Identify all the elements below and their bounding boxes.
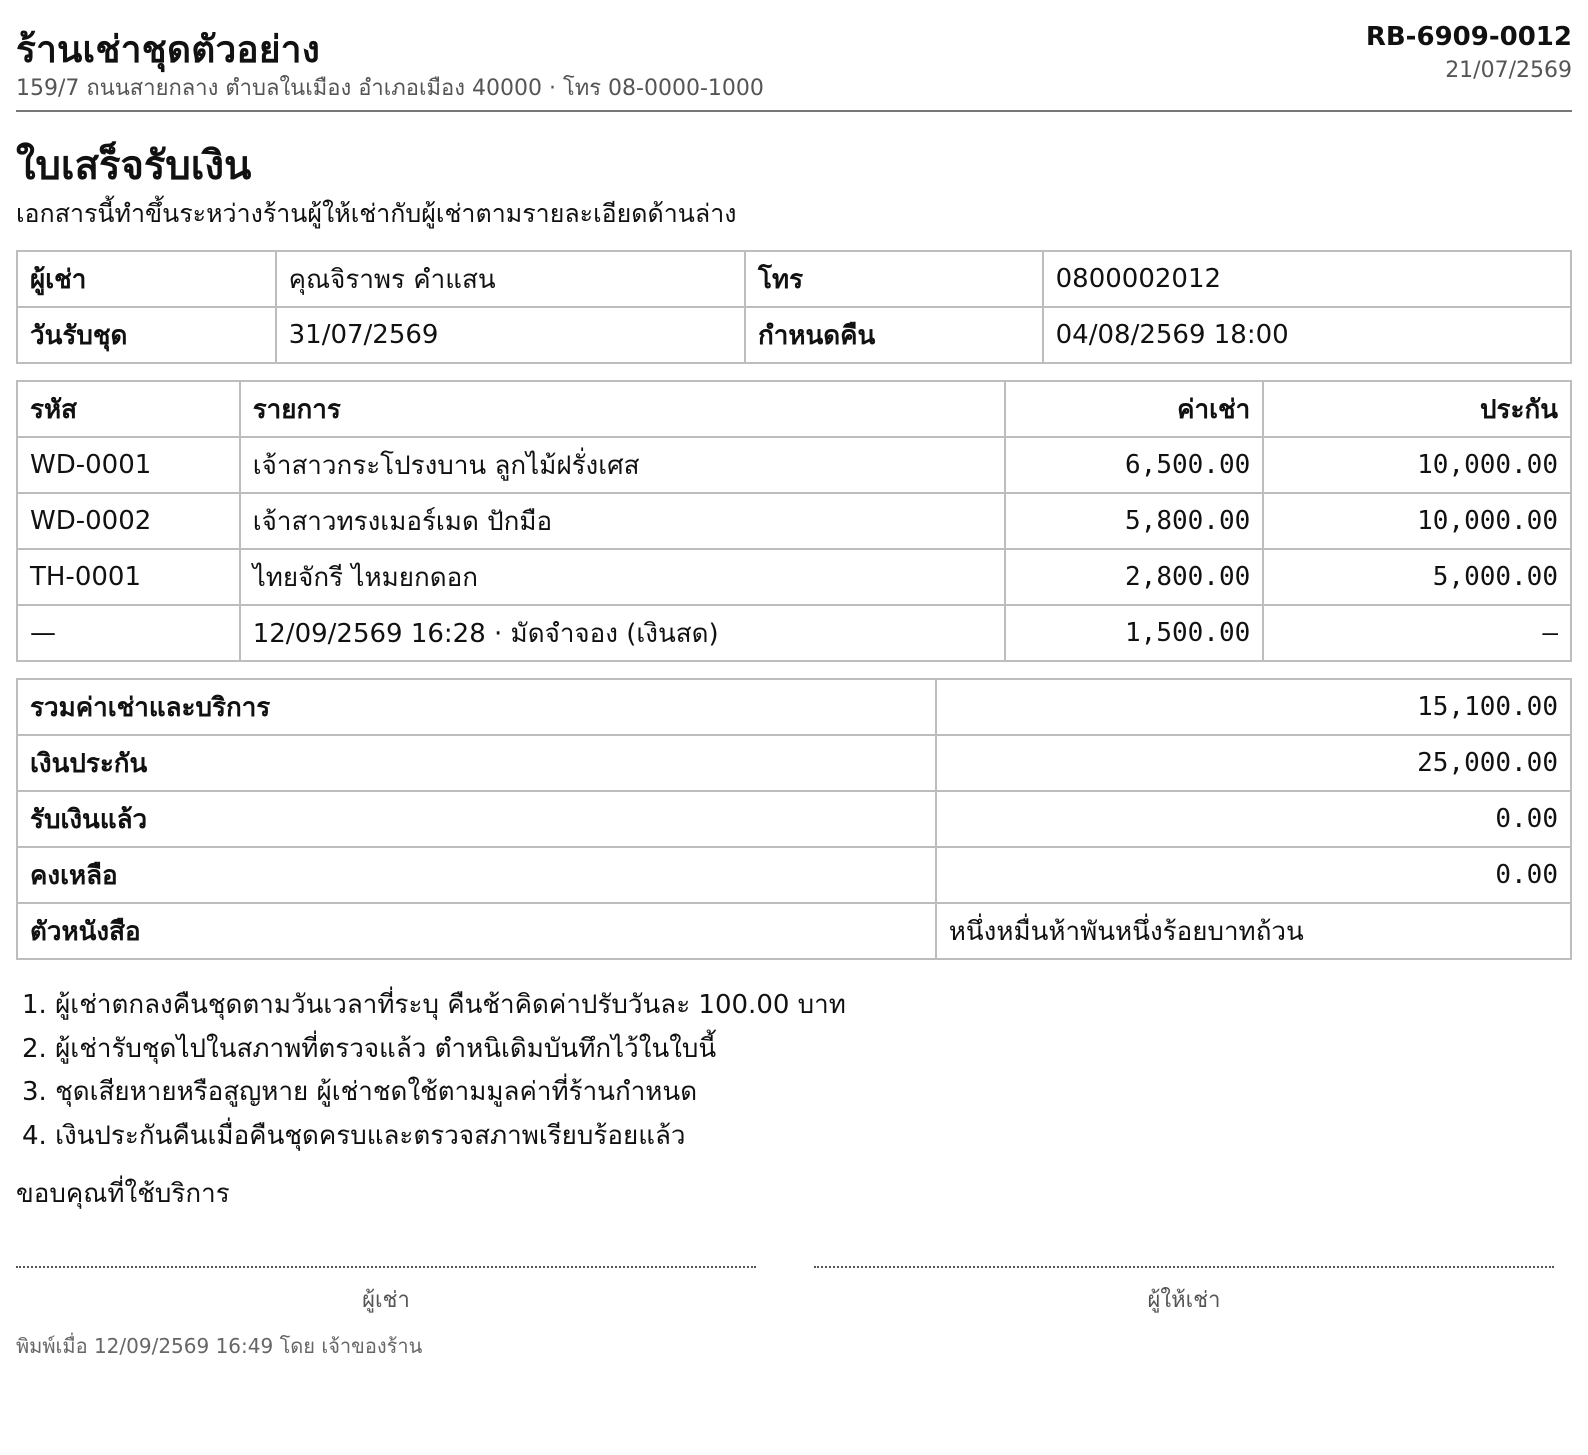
return-date: 04/08/2569 18:00 (1043, 307, 1571, 363)
column-header-deposit: ประกัน (1263, 381, 1571, 437)
thank-you-note: ขอบคุณที่ใช้บริการ (16, 1179, 230, 1209)
return-label: กำหนดคืน (745, 307, 1043, 363)
renter-signature-line (16, 1266, 756, 1317)
phone-label: โทร (745, 251, 1043, 307)
document-date: 21/07/2569 (1445, 58, 1572, 83)
term-item: 1. ผู้เช่าตกลงคืนชุดตามวันเวลาที่ระบุ คืนช้าคิดค่าปรับวันละ 100.00 บาท (22, 990, 846, 1020)
printed-footer: พิมพ์เมื่อ 12/09/2569 16:49 โดย เจ้าของร้าน (16, 1334, 423, 1358)
lessor-signature-line (814, 1266, 1554, 1317)
pickup-date: 31/07/2569 (276, 307, 745, 363)
rental-total-label: รวมค่าเช่าและบริการ (17, 679, 936, 735)
deposit-total-label: เงินประกัน (17, 735, 936, 791)
item-code: TH-0001 (17, 549, 240, 605)
amount-in-words-value: หนึ่งหมื่นห้าพันหนึ่งร้อยบาทถ้วน (936, 903, 1571, 959)
table-row (17, 437, 1571, 493)
item-code: WD-0001 (17, 437, 240, 493)
item-deposit: 10,000.00 (1263, 437, 1571, 493)
table-row (17, 549, 1571, 605)
totals-row (17, 847, 1571, 903)
term-item: 2. ผู้เช่ารับชุดไปในสภาพที่ตรวจแล้ว ตำหนิเดิมบันทึกไว้ในใบนี้ (22, 1033, 717, 1064)
paid-label: รับเงินแล้ว (17, 791, 936, 847)
items-table (16, 380, 1572, 662)
info-row (17, 251, 1571, 307)
item-code: WD-0002 (17, 493, 240, 549)
totals-table (16, 678, 1572, 960)
document-number: RB-6909-0012 (1365, 22, 1572, 52)
lessor-signature-label: ผู้ให้เช่า (1147, 1288, 1221, 1313)
renter-name: คุณจิราพร คำแสน (276, 251, 745, 307)
renter-signature-label: ผู้เช่า (362, 1288, 410, 1313)
totals-row (17, 903, 1571, 959)
item-description: เจ้าสาวกระโปรงบาน ลูกไม้ฝรั่งเศส (240, 437, 1005, 493)
document-title: ใบเสร็จรับเงิน (16, 143, 252, 189)
column-header-description: รายการ (240, 381, 1005, 437)
term-item: 4. เงินประกันคืนเมื่อคืนชุดครบและตรวจสภาพเรียบร้อยแล้ว (22, 1120, 686, 1151)
totals-row (17, 735, 1571, 791)
phone-value: 0800002012 (1043, 251, 1571, 307)
table-row (17, 493, 1571, 549)
info-row (17, 307, 1571, 363)
rental-total-value: 15,100.00 (936, 679, 1571, 735)
renter-info-table (16, 250, 1572, 364)
item-deposit: 10,000.00 (1263, 493, 1571, 549)
items-header-row (17, 381, 1571, 437)
term-item: 3. ชุดเสียหายหรือสูญหาย ผู้เช่าชดใช้ตามมูลค่าที่ร้านกำหนด (22, 1077, 698, 1107)
item-deposit: 5,000.00 (1263, 549, 1571, 605)
item-description: เจ้าสาวทรงเมอร์เมด ปักมือ (240, 493, 1005, 549)
item-rent: 6,500.00 (1005, 437, 1264, 493)
deposit-total-value: 25,000.00 (936, 735, 1571, 791)
column-header-rent: ค่าเช่า (1005, 381, 1264, 437)
shop-address: 159/7 ถนนสายกลาง ตำบลในเมือง อำเภอเมือง 40000 · โทร 08-0000-1000 (16, 76, 764, 101)
receipt-header (16, 18, 1572, 112)
item-description: ไทยจักรี ไหมยกดอก (240, 549, 1005, 605)
shop-name: ร้านเช่าชุดตัวอย่าง (16, 28, 320, 71)
terms-list (16, 984, 1572, 1158)
balance-label: คงเหลือ (17, 847, 936, 903)
item-deposit: — (1263, 605, 1571, 661)
item-rent: 5,800.00 (1005, 493, 1264, 549)
item-rent: 1,500.00 (1005, 605, 1264, 661)
balance-value: 0.00 (936, 847, 1571, 903)
receipt-page (16, 18, 1572, 1358)
renter-label: ผู้เช่า (17, 251, 276, 307)
item-rent: 2,800.00 (1005, 549, 1264, 605)
document-subtitle: เอกสารนี้ทำขึ้นระหว่างร้านผู้ให้เช่ากับผู้เช่าตามรายละเอียดด้านล่าง (16, 199, 737, 228)
totals-row (17, 679, 1571, 735)
item-code: — (17, 605, 240, 661)
pickup-label: วันรับชุด (17, 307, 276, 363)
table-row (17, 605, 1571, 661)
totals-row (17, 791, 1571, 847)
amount-in-words-label: ตัวหนังสือ (17, 903, 936, 959)
column-header-code: รหัส (17, 381, 240, 437)
item-description: 12/09/2569 16:28 · มัดจำจอง (เงินสด) (240, 605, 1005, 661)
paid-value: 0.00 (936, 791, 1571, 847)
